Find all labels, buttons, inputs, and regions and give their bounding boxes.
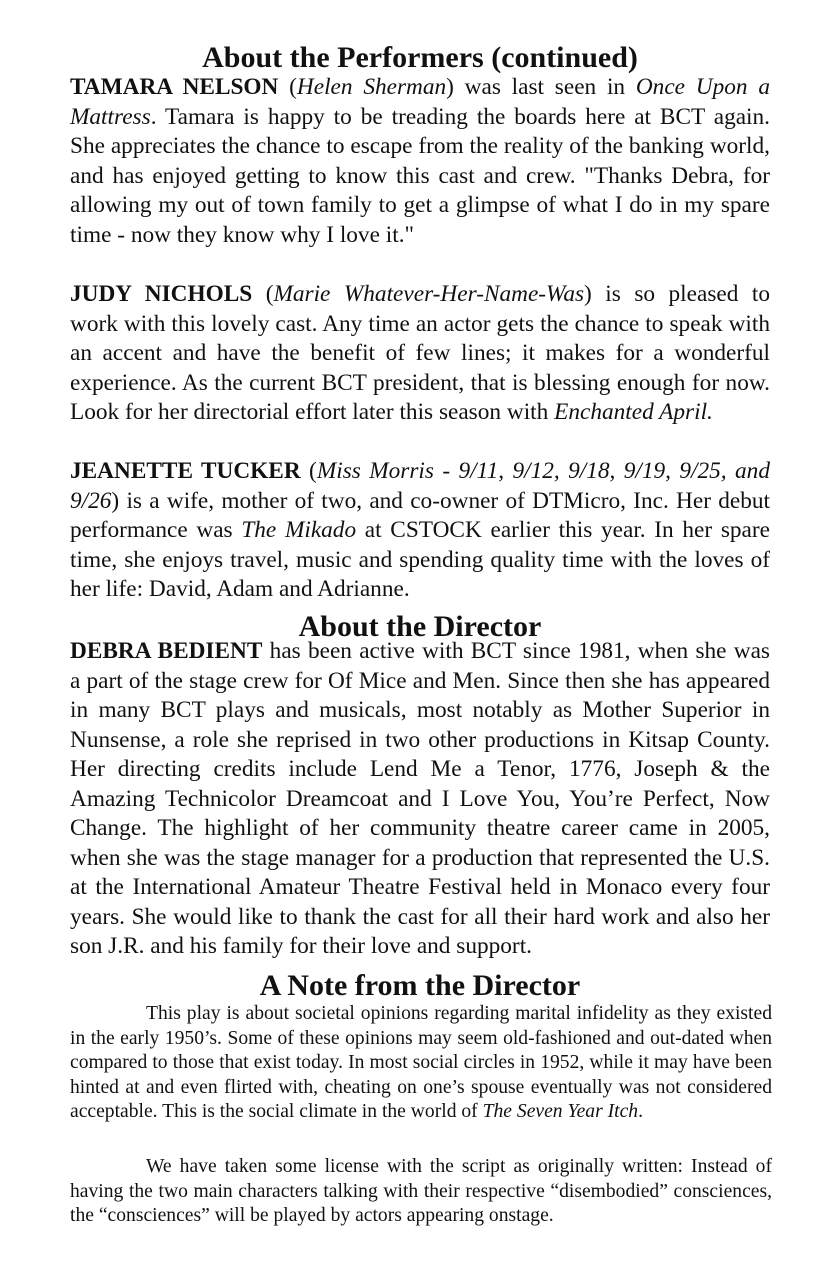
bio-text: at CSTOCK earlier this year. In her spare time, she enjoys travel, music and spending quality time with the loves of her life: David, Adam and Adrianne. [70,517,770,602]
performer-bio-judy-nichols [70,280,770,428]
show-title: The Mikado [241,517,357,543]
note-paragraph-2: We have taken some license with the script as originally written: Instead of having the two main characters talking with their respective “disembodied” consciences, the “consciences” will be played by actors appearing onstage. [70,1156,772,1227]
bio-text: . Tamara is happy to be treading the boards here at BCT again. She appreciates the chance to escape from the reality of the banking world, and has enjoyed getting to know this cast and crew. "Thanks Debra, for allowing my out of town family to get a glimpse of what I do in my spare time - now they know why I love it." [70,103,770,248]
note-paragraph-1 [70,1002,772,1125]
note-text-end: . [638,1101,643,1123]
note-text: This play is about societal opinions regarding marital infidelity as they existed in the early 1950’s. Some of these opinions may seem old-fashioned and out-dated when compared to those that exist today. In most social circles in 1952, while it may have been hinted at and even flirted with, cheating on one’s spouse eventually was not considered acceptable. This is the social climate in the world of [70,1003,772,1123]
role-close: ) [446,74,454,100]
performer-bio-jeanette-tucker [70,457,770,605]
role-open: ( [252,281,274,307]
bio-text: is a wife, mother of two, and co-owner of DTMicro, Inc. Her debut performance was [70,487,770,543]
director-bio [70,637,770,962]
bio-text: was last seen in [453,74,636,100]
performers-heading: About the Performers (continued) [202,41,638,74]
role-open: ( [300,458,317,484]
performer-role: Helen Sherman [296,74,447,100]
performer-name: TAMARA NELSON [70,74,279,100]
performer-role: Miss Morris - 9/11, 9/12, 9/18, 9/19, 9/25, and 9/26 [70,458,770,514]
note-heading: A Note from the Director [259,969,581,1002]
performer-bio-tamara-nelson [70,73,770,250]
director-name: DEBRA BEDIENT [70,638,263,664]
performer-name: JUDY NICHOLS [70,281,253,307]
show-title: Once Upon a Mattress [70,74,770,130]
performer-role: Marie Whatever-Her-Name-Was [273,281,585,307]
role-open: ( [278,74,297,100]
director-heading: About the Director [298,610,542,643]
director-bio-text: has been active with BCT since 1981, when she was a part of the stage crew for Of Mice and Men. Since then she has appeared in many BCT plays and musicals, most notably as Mother Superior in Nunsense, a role she reprised in two other productions in Kitsap County. Her directing credits include Lend Me a Tenor, 1776, Joseph & the Amazing Technicolor Dreamcoat and I Love You, You’re Perfect, Now Change. The highlight of her community theatre career came in 2005, when she was the stage manager for a production that represented the U.S. at the International Amateur Theatre Festival held in Monaco every four years. She would like to thank the cast for all their hard work and also her son J.R. and his family for their love and support. [70,638,770,959]
role-close: ) [584,281,592,307]
performer-name: JEANETTE TUCKER [70,458,301,484]
play-title: The Seven Year Itch [482,1101,639,1123]
role-close: ) [111,487,120,514]
bio-text: is so pleased to work with this lovely cast. Any time an actor gets the chance to speak with an accent and have the benefit of few lines; it makes for a wonderful experience. As the current BCT president, that is blessing enough for now. Look for her directorial effort later this season with [70,281,770,425]
show-title: Enchanted April. [554,399,713,425]
